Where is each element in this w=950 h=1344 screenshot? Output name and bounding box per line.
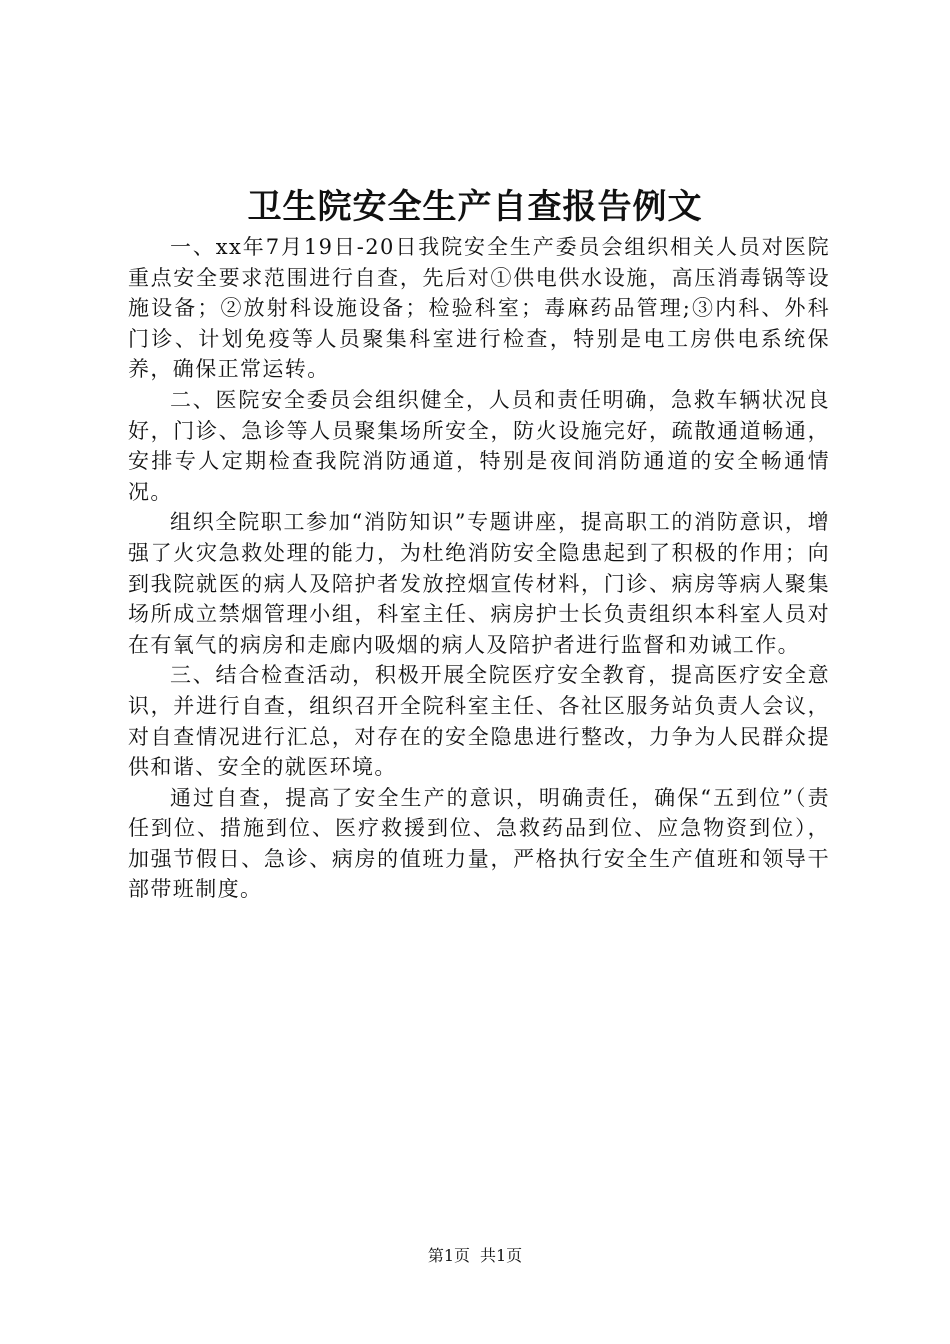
document-body — [128, 232, 830, 905]
page-footer — [0, 1245, 950, 1267]
page-number: 第1页 — [427, 1246, 470, 1265]
paragraph-3: 组织全院职工参加“消防知识”专题讲座，提高职工的消防意识，增强了火灾急救处理的能力，为杜绝消防安全隐患起到了积极的作用；向到我院就医的病人及陪护者发放控烟宣传材料，门诊、病房等病人聚集场所成立禁烟管理小组，科室主任、病房护士长负责组织本科室人员对在有氧气的病房和走廊内吸烟的病人及陪护者进行监督和劝诫工作。 — [128, 510, 830, 657]
document-title: 卫生院安全生产自查报告例文 — [247, 187, 703, 227]
paragraph-4: 三、结合检查活动，积极开展全院医疗安全教育，提高医疗安全意识，并进行自查，组织召开全院科室主任、各社区服务站负责人会议，对自查情况进行汇总，对存在的安全隐患进行整改，力争为人民群众提供和谐、安全的就医环境。 — [128, 663, 830, 780]
paragraph-1: 一、xx年7月19日-20日我院安全生产委员会组织相关人员对医院重点安全要求范围进行自查，先后对①供电供水设施，高压消毒锅等设施设备；②放射科设施设备；检验科室；毒麻药品管理;③内科、外科门诊、计划免疫等人员聚集科室进行检查，特别是电工房供电系统保养，确保正常运转。 — [128, 235, 830, 382]
paragraph-2: 二、医院安全委员会组织健全，人员和责任明确，急救车辆状况良好，门诊、急诊等人员聚集场所安全，防火设施完好，疏散通道畅通，安排专人定期检查我院消防通道，特别是夜间消防通道的安全畅通情况。 — [128, 387, 830, 504]
page-total: 共1页 — [480, 1246, 523, 1265]
paragraph-5: 通过自查，提高了安全生产的意识，明确责任，确保“五到位”（责任到位、措施到位、医疗救援到位、急救药品到位、应急物资到位），加强节假日、急诊、病房的值班力量，严格执行安全生产值班和领导干部带班制度。 — [128, 785, 830, 902]
